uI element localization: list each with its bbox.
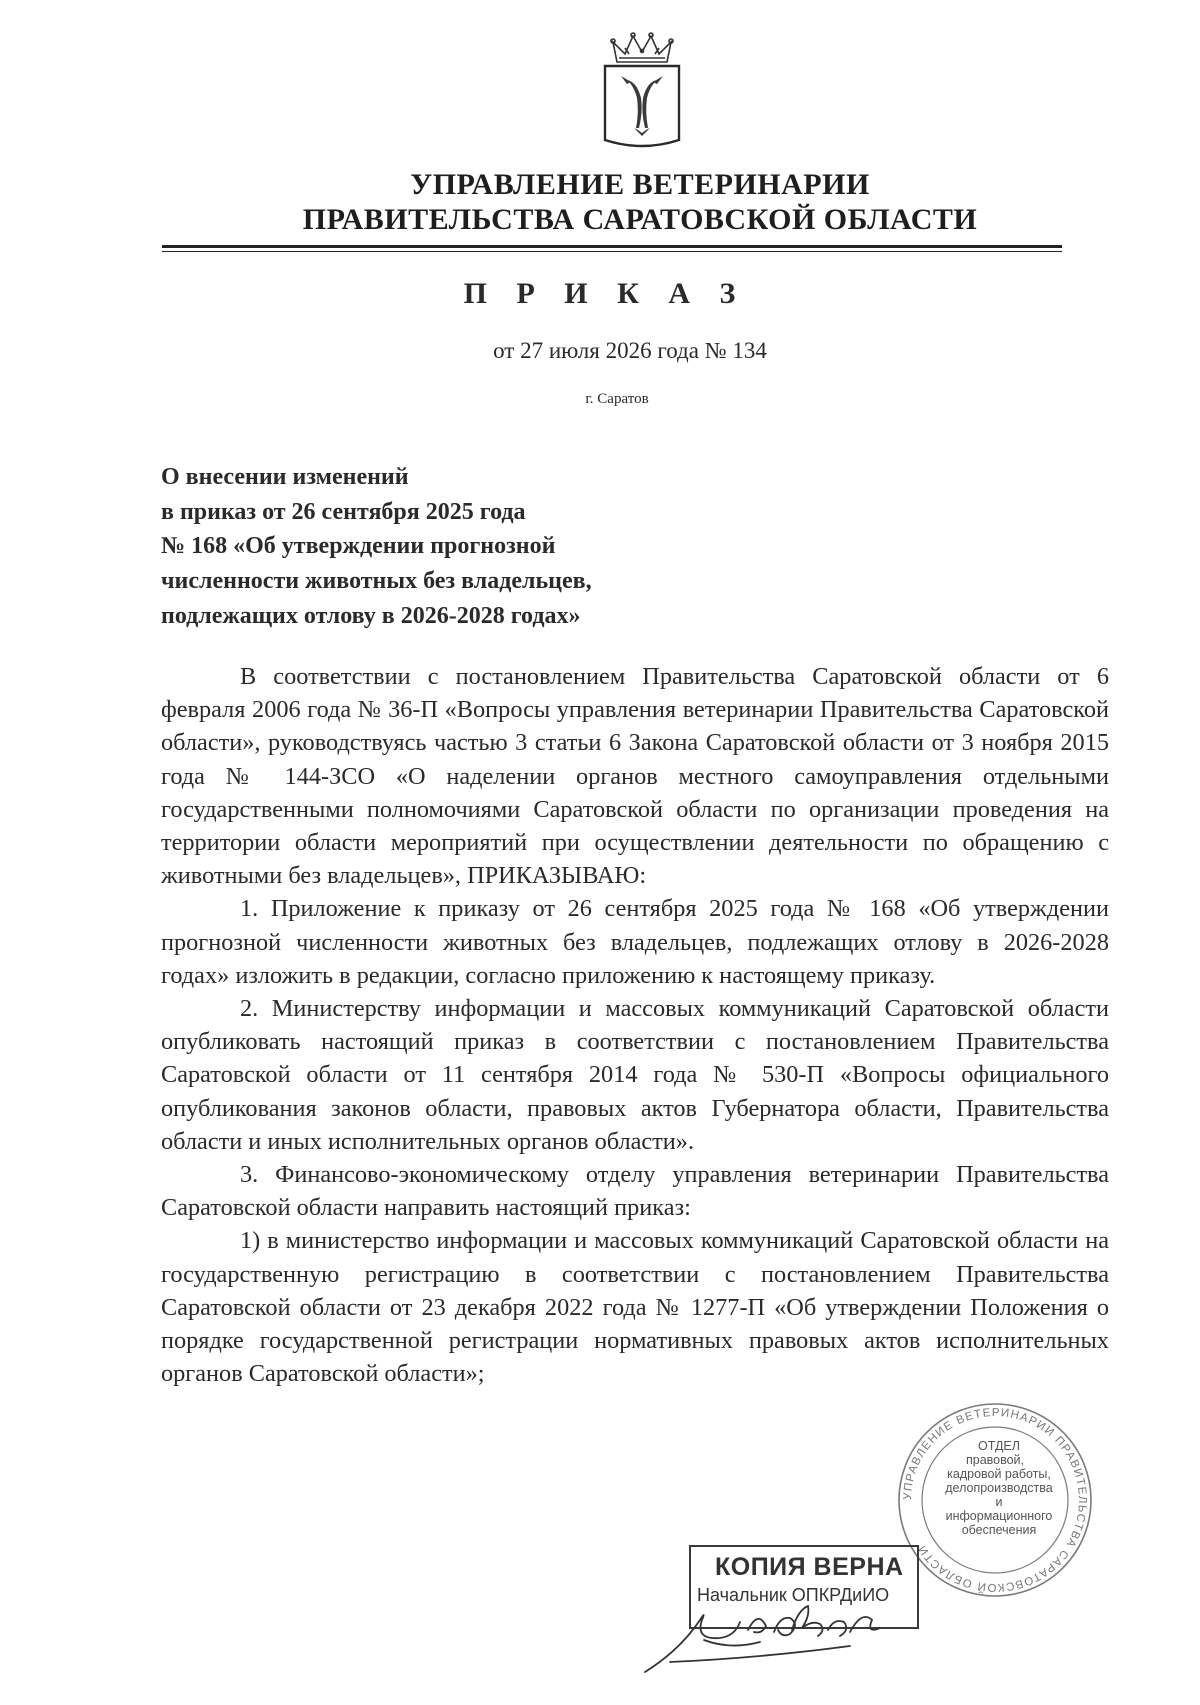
stamp-line: делопроизводства bbox=[945, 1481, 1053, 1495]
stamp-line: кадровой работы, bbox=[947, 1467, 1051, 1481]
body-paragraph-preamble: В соответствии с постановлением Правительства Саратовской области от 6 февраля 2006 года № 36-П «Вопросы управления ветеринарии Правительства Саратовской области», руководствуясь частью 3 статьи 6 Закона Саратовской области от 3 ноября 2015 года № 144-ЗСО «О наделении органов местного самоуправления отдельными государственными полномочиями Саратовской области по организации проведения на территории области мероприятий при осуществлении деятельности по обращению с животными без владельцев», ПРИКАЗЫВАЮ: bbox=[161, 663, 1109, 890]
coat-of-arms-icon bbox=[601, 32, 683, 156]
stamp-line: ОТДЕЛ bbox=[978, 1439, 1020, 1453]
stamp-line: и bbox=[995, 1495, 1003, 1509]
title-line: № 168 «Об утверждении прогнозной bbox=[161, 533, 556, 560]
stamp-line: правовой, bbox=[965, 1453, 1025, 1467]
organization-name-line1: УПРАВЛЕНИЕ ВЕТЕРИНАРИИ bbox=[410, 168, 870, 201]
certified-copy-subtitle: Начальник ОПКРДиИО bbox=[697, 1585, 890, 1605]
title-line: численности животных без владельцев, bbox=[161, 568, 592, 595]
title-line: в приказ от 26 сентября 2025 года bbox=[161, 498, 526, 525]
body-paragraph-item-3-1: 1) в министерство информации и массовых коммуникаций Саратовской области на государственную регистрацию в соответствии с постановлением Правительства Саратовской области от 23 декабря 2022 года № 1277-П «Об утверждении Положения о порядке государственной регистрации нормативных правовых актов исполнительных органов Саратовской области»; bbox=[161, 1227, 1109, 1388]
title-line: подлежащих отлову в 2026-2028 годах» bbox=[161, 602, 581, 629]
body-paragraph-item-2: 2. Министерству информации и массовых коммуникаций Саратовской области опубликовать настоящий приказ в соответствии с постановлением Правительства Саратовской области от 11 сентября 2014 года № 530-П «Вопросы официального опубликования законов области, правовых актов Губернатора области, Правительства области и иных исполнительных органов области». bbox=[161, 995, 1109, 1155]
title-line: О внесении изменений bbox=[161, 464, 409, 490]
stamp-ring-text: УПРАВЛЕНИЕ ВЕТЕРИНАРИИ ПРАВИТЕЛЬСТВА САРАТОВСКОЙ ОБЛАСТИ bbox=[901, 1406, 1089, 1594]
department-stamp bbox=[895, 1400, 1095, 1600]
document-title bbox=[161, 460, 761, 634]
header-thin-rule bbox=[162, 251, 1062, 252]
stamp-line: информационного bbox=[945, 1509, 1053, 1523]
stamp-line: обеспечения bbox=[961, 1523, 1037, 1537]
document-body bbox=[161, 660, 1109, 1390]
organization-name-line2: ПРАВИТЕЛЬСТВА САРАТОВСКОЙ ОБЛАСТИ bbox=[302, 203, 978, 236]
handwritten-signature bbox=[640, 1580, 940, 1680]
document-date-number: от 27 июля 2026 года № 134 bbox=[493, 338, 767, 363]
certified-copy-title: КОПИЯ ВЕРНА bbox=[715, 1553, 904, 1581]
document-city: г. Саратов bbox=[585, 391, 649, 407]
header-thick-rule bbox=[162, 245, 1062, 248]
document-type: П Р И К А З bbox=[463, 277, 747, 310]
body-paragraph-item-3: 3. Финансово-экономическому отделу управления ветеринарии Правительства Саратовской области направить настоящий приказ: bbox=[161, 1161, 1109, 1222]
body-paragraph-item-1: 1. Приложение к приказу от 26 сентября 2025 года № 168 «Об утверждении прогнозной численности животных без владельцев, подлежащих отлову в 2026-2028 годах» изложить в редакции, согласно приложению к настоящему приказу. bbox=[161, 895, 1109, 989]
